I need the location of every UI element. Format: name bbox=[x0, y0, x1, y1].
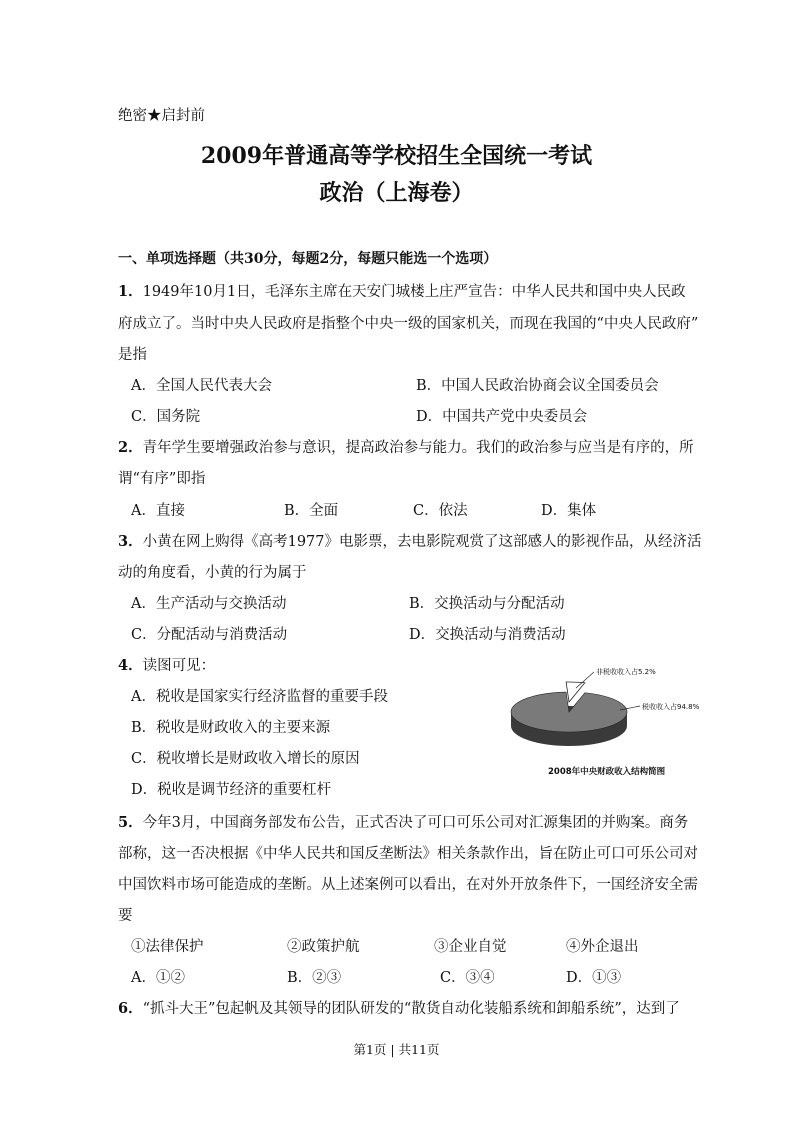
option-b: B．②③ bbox=[287, 970, 342, 986]
question-text: 1949年10月1日，毛泽东主席在天安门城楼上庄严宣告：中华人民共和国中央人民政 bbox=[142, 284, 686, 300]
question-text: 动的角度看，小黄的行为属于 bbox=[118, 565, 307, 581]
question-number: 6． bbox=[118, 1000, 143, 1017]
question-text: 谓“有序”即指 bbox=[118, 471, 206, 487]
question-number: 2． bbox=[118, 439, 143, 456]
question-3 bbox=[118, 530, 702, 551]
question-1 bbox=[118, 280, 686, 301]
option-a: A．全国人民代表大会 bbox=[131, 378, 272, 394]
option-d: D．中国共产党中央委员会 bbox=[416, 409, 588, 425]
question-text: 今年3月，中国商务部发布公告，正式否决了可口可乐公司对汇源集团的并购案。商务 bbox=[142, 815, 689, 831]
label-tax: 税收收入占94.8% bbox=[642, 703, 700, 711]
option-c: C．分配活动与消费活动 bbox=[131, 627, 288, 643]
question-number: 3． bbox=[118, 533, 143, 550]
option-c: C．依法 bbox=[413, 503, 468, 519]
question-6 bbox=[118, 997, 680, 1018]
statement-4: ④外企退出 bbox=[566, 939, 639, 955]
option-a: A．①② bbox=[131, 970, 185, 986]
label-nontax: 非税收收入占5.2% bbox=[596, 668, 656, 676]
question-text: 是指 bbox=[118, 347, 147, 363]
statement-3: ③企业自觉 bbox=[434, 939, 507, 955]
question-5 bbox=[118, 811, 688, 832]
option-c: C．税收增长是财政收入增长的原因 bbox=[131, 751, 360, 767]
option-b: B．全面 bbox=[284, 503, 339, 519]
question-text: “抓斗大王”包起帆及其领导的团队研发的“散货自动化装船系统和卸船系统”，达到了 bbox=[142, 1001, 680, 1017]
option-d: D．集体 bbox=[541, 503, 597, 519]
question-text: 青年学生要增强政治参与意识，提高政治参与能力。我们的政治参与应当是有序的，所 bbox=[142, 440, 694, 456]
section-heading: 一、单项选择题（共30分，每题2分，每题只能选一个选项） bbox=[118, 251, 498, 267]
chart-title: 2008年中央财政收入结构简图 bbox=[548, 767, 666, 777]
question-number: 5． bbox=[118, 814, 143, 831]
option-b: B．税收是财政收入的主要来源 bbox=[131, 720, 331, 736]
question-text: 中国饮料市场可能造成的垄断。从上述案例可以看出，在对外开放条件下，一国经济安全需 bbox=[118, 877, 698, 893]
option-b: B．交换活动与分配活动 bbox=[409, 596, 565, 612]
option-a: A．生产活动与交换活动 bbox=[131, 596, 287, 612]
question-number: 4． bbox=[118, 657, 143, 674]
page-footer: 第1页 | 共11页 bbox=[353, 1042, 440, 1057]
exam-subtitle: 政治（上海卷） bbox=[319, 180, 474, 206]
option-a: A．税收是国家实行经济监督的重要手段 bbox=[131, 689, 388, 705]
confidential-mark: 绝密★启封前 bbox=[118, 108, 205, 124]
exam-title: 2009年普通高等学校招生全国统一考试 bbox=[200, 143, 593, 169]
option-d: D．①③ bbox=[566, 970, 622, 986]
leader-line-nontax bbox=[576, 672, 594, 688]
question-text: 小黄在网上购得《高考1977》电影票，去电影院观赏了这部感人的影视作品，从经济活 bbox=[142, 534, 702, 550]
option-d: D．税收是调节经济的重要杠杆 bbox=[131, 782, 332, 798]
statement-2: ②政策护航 bbox=[287, 939, 360, 955]
question-number: 1． bbox=[118, 283, 143, 300]
option-c: C．③④ bbox=[440, 970, 495, 986]
option-b: B．中国人民政治协商会议全国委员会 bbox=[416, 378, 659, 394]
option-a: A．直接 bbox=[131, 503, 185, 519]
question-text: 府成立了。当时中央人民政府是指整个中央一级的国家机关，而现在我国的“中央人民政府” bbox=[118, 316, 699, 332]
question-text: 要 bbox=[118, 908, 133, 924]
question-text: 读图可见： bbox=[142, 658, 216, 674]
option-c: C．国务院 bbox=[131, 409, 201, 425]
question-2 bbox=[118, 436, 694, 457]
option-d: D．交换活动与消费活动 bbox=[409, 627, 566, 643]
question-4 bbox=[118, 654, 215, 675]
statement-1: ①法律保护 bbox=[131, 939, 204, 955]
fiscal-revenue-pie-chart bbox=[500, 662, 700, 780]
question-text: 部称，这一否决根据《中华人民共和国反垄断法》相关条款作出，旨在防止可口可乐公司对 bbox=[118, 846, 698, 862]
